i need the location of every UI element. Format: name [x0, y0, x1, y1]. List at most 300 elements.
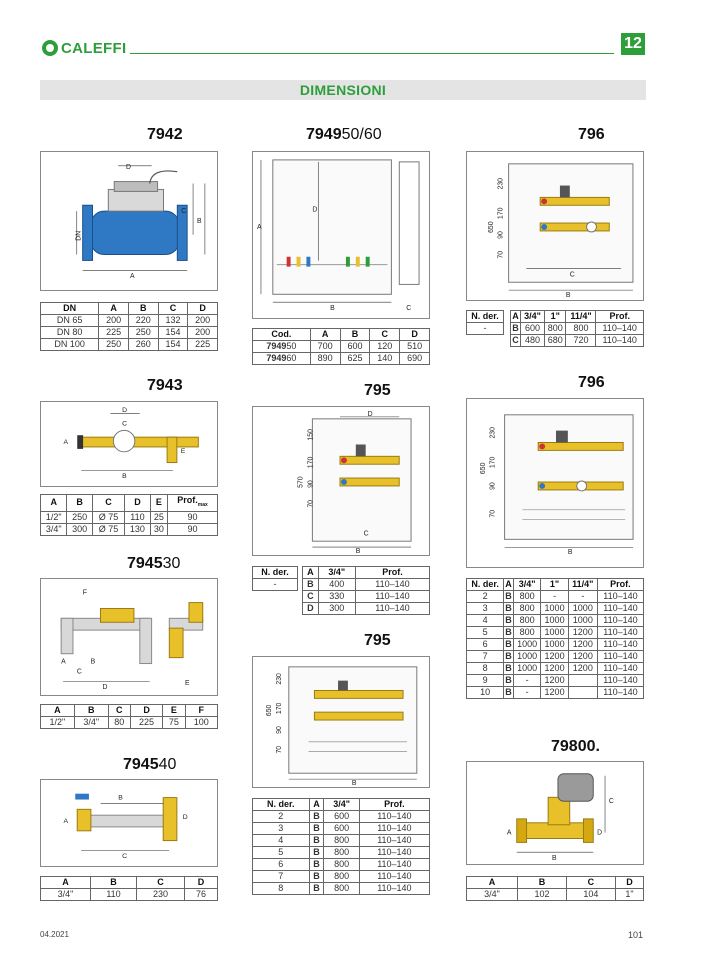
dim-label-B: B	[355, 548, 361, 555]
table-cell: 5	[253, 847, 310, 859]
dim-label-F: F	[82, 589, 87, 597]
table-header-row	[467, 877, 644, 889]
dim-label-90: 90	[307, 480, 315, 488]
table-795b	[252, 798, 430, 895]
table-cell: 110–140	[597, 651, 643, 663]
table-cell: A	[303, 567, 319, 579]
table-cell: 600	[340, 341, 370, 353]
table-cell: Ø 75	[92, 523, 124, 535]
table-cell: B	[505, 615, 512, 625]
table-cell: 250	[128, 327, 158, 339]
table-cell: C	[370, 329, 400, 341]
table-cell: A	[310, 329, 340, 341]
table-cell: 3/4"	[318, 567, 355, 579]
table-cell: 600	[324, 811, 359, 823]
dim-label-A: A	[129, 273, 135, 281]
table-cell: 1200	[568, 627, 597, 639]
dim-label-150: 150	[307, 429, 315, 441]
dim-label-650: 650	[266, 704, 274, 717]
table-cell: B	[91, 877, 137, 889]
drawing-7943	[40, 401, 218, 487]
table-cell: 110–140	[359, 859, 429, 871]
table-row	[41, 511, 218, 523]
table-cell: 11/4"	[566, 311, 596, 323]
table-cell: Prof.	[355, 567, 429, 579]
table-cell: D	[188, 303, 218, 315]
manifold-796b-drawing	[467, 399, 643, 567]
table-cell: 1200	[541, 651, 568, 663]
table-cell: B	[74, 705, 108, 717]
table-row	[467, 889, 644, 901]
table-cell: 200	[188, 327, 218, 339]
table-795a-nder	[252, 566, 298, 591]
manifold-796a-drawing	[467, 152, 643, 300]
table-cell: B	[518, 877, 567, 889]
table-cell: 130	[125, 523, 150, 535]
table-cell: B	[309, 847, 324, 859]
dim-label-C: C	[76, 668, 82, 676]
table-cell: 3	[253, 823, 310, 835]
table-7943	[40, 494, 218, 536]
table-cell: Cod.	[253, 329, 311, 341]
dim-label-B: B	[90, 658, 96, 666]
dim-label-70: 70	[275, 745, 283, 754]
table-cell: 120	[370, 341, 400, 353]
table-cell: 800	[513, 591, 540, 603]
table-cell: B	[512, 323, 519, 333]
dim-label-D: D	[102, 684, 108, 692]
table-cell: D	[303, 603, 319, 615]
table-cell: B	[128, 303, 158, 315]
dim-label-C: C	[608, 798, 614, 806]
table-cell: C	[512, 335, 519, 345]
table-cell: 1"	[615, 889, 643, 901]
dim-label-B: B	[552, 855, 557, 863]
table-cell: B	[340, 329, 370, 341]
table-row	[253, 811, 430, 823]
dim-label-B: B	[351, 780, 357, 787]
table-cell: 7	[467, 651, 504, 663]
table-cell: 225	[188, 339, 218, 351]
table-row	[253, 353, 430, 365]
table-794950	[252, 328, 430, 365]
table-cell: 220	[128, 315, 158, 327]
product-title-796-a: 796	[578, 126, 605, 143]
table-cell: 90	[168, 511, 218, 523]
table-cell: Prof.	[597, 579, 643, 591]
table-cell: 76	[185, 889, 218, 901]
drawing-79800	[466, 761, 644, 865]
dim-label-230: 230	[489, 426, 497, 439]
table-row	[467, 639, 644, 651]
table-cell: D	[615, 877, 643, 889]
table-cell: 25	[150, 511, 167, 523]
table-cell: 110–140	[355, 603, 429, 615]
table-cell: 110–140	[596, 323, 644, 335]
drawing-794950	[252, 151, 430, 319]
table-cell: 800	[324, 859, 359, 871]
table-cell	[568, 687, 597, 699]
section-title: DIMENSIONI	[299, 82, 387, 98]
table-cell: 230	[137, 889, 185, 901]
table-cell: 250	[99, 339, 129, 351]
product-title-795-a: 795	[364, 382, 391, 399]
table-cell: 1/2"	[41, 511, 67, 523]
table-cell: 75	[163, 717, 185, 729]
table-cell: 1"	[541, 579, 568, 591]
table-cell: D	[185, 877, 218, 889]
table-header-row	[41, 705, 218, 717]
table-cell: 690	[400, 353, 430, 365]
table-796a	[510, 310, 644, 347]
table-cell: 5	[467, 627, 504, 639]
table-cell: 1200	[541, 663, 568, 675]
section-number-badge: 12	[621, 33, 645, 55]
table-cell: 250	[67, 511, 92, 523]
table-cell: 2	[253, 811, 310, 823]
table-cell: B	[309, 811, 324, 823]
dim-label-B: B	[565, 292, 571, 300]
table-cell: B	[505, 603, 512, 613]
table-header-row	[253, 567, 298, 579]
valve-79800-drawing	[467, 762, 643, 864]
table-cell: -	[253, 579, 298, 591]
table-cell: 794950	[253, 341, 311, 353]
table-cell: 800	[324, 847, 359, 859]
table-cell: 4	[253, 835, 310, 847]
table-cell: 110–140	[359, 883, 429, 895]
dim-label-D: D	[182, 814, 188, 822]
product-title-794530: 794530	[127, 555, 181, 572]
table-cell: 200	[99, 315, 129, 327]
drawing-796-a	[466, 151, 644, 301]
table-cell: -	[541, 591, 568, 603]
table-cell: 700	[310, 341, 340, 353]
brand-name: CALEFFI	[61, 39, 127, 57]
table-cell: 7	[253, 871, 310, 883]
table-cell: 800	[324, 883, 359, 895]
table-cell: 800	[566, 323, 596, 335]
table-7942	[40, 302, 218, 351]
product-title-794540: 794540	[123, 756, 177, 773]
table-cell: 3/4"	[521, 311, 545, 323]
table-cell: 11/4"	[568, 579, 597, 591]
table-cell: 1200	[568, 651, 597, 663]
table-cell: 510	[400, 341, 430, 353]
table-cell: E	[150, 495, 167, 512]
table-row	[253, 341, 430, 353]
table-cell: D	[400, 329, 430, 341]
table-cell: 80	[108, 717, 130, 729]
table-cell: A	[41, 877, 91, 889]
table-row	[467, 615, 644, 627]
drawing-7942	[40, 151, 218, 291]
table-cell: 110–140	[359, 847, 429, 859]
product-title-796-b: 796	[578, 374, 605, 391]
product-title-795-b: 795	[364, 632, 391, 649]
table-cell: DN 65	[41, 315, 99, 327]
table-header-row	[41, 495, 218, 512]
table-cell: -	[568, 591, 597, 603]
table-cell: 600	[324, 823, 359, 835]
table-row	[253, 859, 430, 871]
table-cell: 794960	[253, 353, 311, 365]
dim-label-B: B	[122, 473, 127, 481]
table-cell	[568, 675, 597, 687]
table-cell: 8	[253, 883, 310, 895]
table-row	[467, 663, 644, 675]
table-cell: 1200	[568, 663, 597, 675]
dim-label-90: 90	[489, 482, 497, 490]
dim-label-E: E	[185, 680, 190, 688]
footer-date: 04.2021	[40, 930, 69, 939]
table-cell: 102	[518, 889, 567, 901]
table-header-row	[467, 311, 504, 323]
table-row	[511, 335, 644, 347]
caleffi-logo-icon	[42, 40, 58, 56]
table-row	[303, 579, 430, 591]
table-cell: 1000	[541, 603, 568, 615]
product-title-79800: 79800.	[551, 738, 600, 755]
table-cell: C	[566, 877, 615, 889]
table-cell: 800	[324, 871, 359, 883]
table-cell: DN	[41, 303, 99, 315]
table-row	[467, 651, 644, 663]
table-cell: 9	[467, 675, 504, 687]
dim-label-650: 650	[487, 221, 495, 233]
table-row	[467, 627, 644, 639]
table-cell: N. der.	[253, 567, 298, 579]
table-cell: B	[309, 859, 324, 871]
table-cell: D	[130, 705, 162, 717]
table-795a	[302, 566, 430, 615]
table-cell: 110–140	[359, 811, 429, 823]
drawing-796-b	[466, 398, 644, 568]
table-row	[253, 883, 430, 895]
table-row	[41, 717, 218, 729]
table-cell: 800	[513, 603, 540, 615]
table-cell: C	[92, 495, 124, 512]
table-cell: C	[158, 303, 188, 315]
table-row	[303, 591, 430, 603]
table-row	[467, 591, 644, 603]
table-cell: 800	[544, 323, 566, 335]
table-cell: 225	[130, 717, 162, 729]
table-cell: A	[467, 877, 518, 889]
dim-label-DN: DN	[75, 230, 83, 241]
table-row	[253, 847, 430, 859]
table-row	[253, 579, 298, 591]
dim-label-170: 170	[275, 702, 283, 715]
table-row	[467, 687, 644, 699]
table-cell: N. der.	[467, 579, 504, 591]
table-cell: 1000	[513, 639, 540, 651]
page-number: 101	[628, 930, 644, 940]
table-cell: 110–140	[359, 871, 429, 883]
table-cell: 8	[467, 663, 504, 675]
dim-label-C: C	[569, 271, 575, 279]
dim-label-A: A	[257, 224, 262, 232]
table-cell: B	[505, 591, 512, 601]
table-row	[41, 339, 218, 351]
table-cell: 110–140	[597, 675, 643, 687]
table-header-row	[253, 799, 430, 811]
table-header-row	[41, 303, 218, 315]
table-cell: 110–140	[597, 603, 643, 615]
table-cell: 800	[324, 835, 359, 847]
table-row	[253, 823, 430, 835]
table-cell: 200	[188, 315, 218, 327]
table-row	[41, 327, 218, 339]
table-cell: 1000	[513, 651, 540, 663]
table-cell: 890	[310, 353, 340, 365]
table-cell: 110–140	[355, 591, 429, 603]
dim-label-650: 650	[479, 462, 487, 475]
table-cell: 110	[125, 511, 150, 523]
dim-label-B: B	[197, 217, 202, 225]
table-cell: C	[303, 591, 319, 603]
table-cell: 600	[521, 323, 545, 335]
dim-label-D: D	[122, 406, 128, 414]
table-row	[253, 835, 430, 847]
table-cell: $Prof._{max}$	[168, 495, 218, 512]
table-cell: 6	[253, 859, 310, 871]
table-cell: 3/4"	[74, 717, 108, 729]
drawing-794530	[40, 578, 218, 696]
table-cell: N. der.	[253, 799, 310, 811]
table-header-row	[41, 877, 218, 889]
product-title-794950: 794950/60	[306, 126, 382, 143]
dim-label-D: D	[367, 410, 373, 418]
table-cell: 154	[158, 339, 188, 351]
dim-label-D: D	[126, 163, 132, 171]
table-cell: 720	[566, 335, 596, 347]
table-cell: 110–140	[597, 627, 643, 639]
dim-label-C: C	[122, 853, 128, 861]
table-row	[41, 523, 218, 535]
table-cell: Ø 75	[92, 511, 124, 523]
table-cell: B	[505, 639, 512, 649]
table-cell: 3/4"	[41, 889, 91, 901]
table-cell: 225	[99, 327, 129, 339]
table-row	[41, 315, 218, 327]
table-cell: B	[505, 675, 512, 685]
table-cell: B	[67, 495, 92, 512]
dim-label-A: A	[63, 439, 69, 446]
table-cell: 110–140	[597, 591, 643, 603]
table-cell: 300	[67, 523, 92, 535]
table-cell: -	[467, 323, 504, 335]
table-cell: 300	[318, 603, 355, 615]
dim-label-D: D	[312, 206, 318, 214]
dim-label-90: 90	[275, 726, 283, 734]
table-cell: A	[41, 495, 67, 512]
dim-label-170: 170	[489, 456, 497, 469]
table-cell: 110	[91, 889, 137, 901]
table-cell: 1000	[568, 603, 597, 615]
table-cell: 1200	[541, 687, 568, 699]
table-row	[253, 871, 430, 883]
dim-label-B: B	[330, 305, 335, 313]
header-rule	[130, 53, 614, 54]
table-cell: A	[309, 799, 324, 811]
table-cell: DN 100	[41, 339, 99, 351]
table-cell: 1000	[541, 615, 568, 627]
table-row	[303, 603, 430, 615]
table-cell: B	[309, 835, 324, 847]
table-cell: 260	[128, 339, 158, 351]
table-cell: 2	[467, 591, 504, 603]
table-cell: 625	[340, 353, 370, 365]
dim-label-C: C	[363, 530, 369, 538]
table-cell: Prof.	[359, 799, 429, 811]
table-cell: 480	[521, 335, 545, 347]
table-cell: 1"	[544, 311, 566, 323]
product-title-7943: 7943	[147, 377, 183, 394]
meter-7943-drawing	[41, 402, 217, 486]
drawing-795-a	[252, 406, 430, 556]
dim-label-70: 70	[307, 499, 315, 508]
table-cell: B	[309, 883, 324, 895]
table-cell: 3/4"	[41, 523, 67, 535]
table-cell: B	[505, 687, 512, 697]
dim-label-70: 70	[497, 250, 505, 259]
cabinet-794950-drawing	[253, 152, 429, 318]
table-cell: F	[185, 705, 217, 717]
table-cell: 110–140	[596, 335, 644, 347]
manifold-795b-drawing	[253, 657, 429, 787]
table-cell: 1/2"	[41, 717, 75, 729]
section-banner	[40, 80, 646, 100]
dim-label-570: 570	[297, 476, 305, 488]
table-row	[467, 675, 644, 687]
table-cell: 100	[185, 717, 217, 729]
dim-label-D: D	[597, 829, 603, 837]
table-79800	[466, 876, 644, 901]
caleffi-logo	[42, 38, 126, 58]
table-cell: 110–140	[597, 639, 643, 651]
table-794530	[40, 704, 218, 729]
table-cell: A	[99, 303, 129, 315]
table-cell: 1000	[568, 615, 597, 627]
table-cell: 1000	[513, 663, 540, 675]
meter-7942-drawing	[41, 152, 217, 290]
table-cell: 110–140	[597, 615, 643, 627]
table-cell: 110–140	[359, 835, 429, 847]
table-cell: C	[108, 705, 130, 717]
table-cell: Prof.	[596, 311, 644, 323]
table-cell: 3	[467, 603, 504, 615]
dim-label-C: C	[122, 420, 128, 428]
table-cell: D	[125, 495, 150, 512]
table-cell: B	[505, 663, 512, 673]
dim-label-170: 170	[307, 456, 315, 469]
table-796a-nder	[466, 310, 504, 335]
table-796b	[466, 578, 644, 699]
table-row	[511, 323, 644, 335]
dim-label-A: A	[63, 818, 69, 825]
dim-label-A: A	[61, 658, 66, 666]
table-cell: 132	[158, 315, 188, 327]
table-cell: 6	[467, 639, 504, 651]
table-cell: 680	[544, 335, 566, 347]
table-cell: C	[137, 877, 185, 889]
table-header-row	[303, 567, 430, 579]
table-cell: 154	[158, 327, 188, 339]
fitting-794540-drawing	[41, 780, 217, 866]
table-cell: 110–140	[597, 687, 643, 699]
product-title-7942: 7942	[147, 126, 183, 143]
